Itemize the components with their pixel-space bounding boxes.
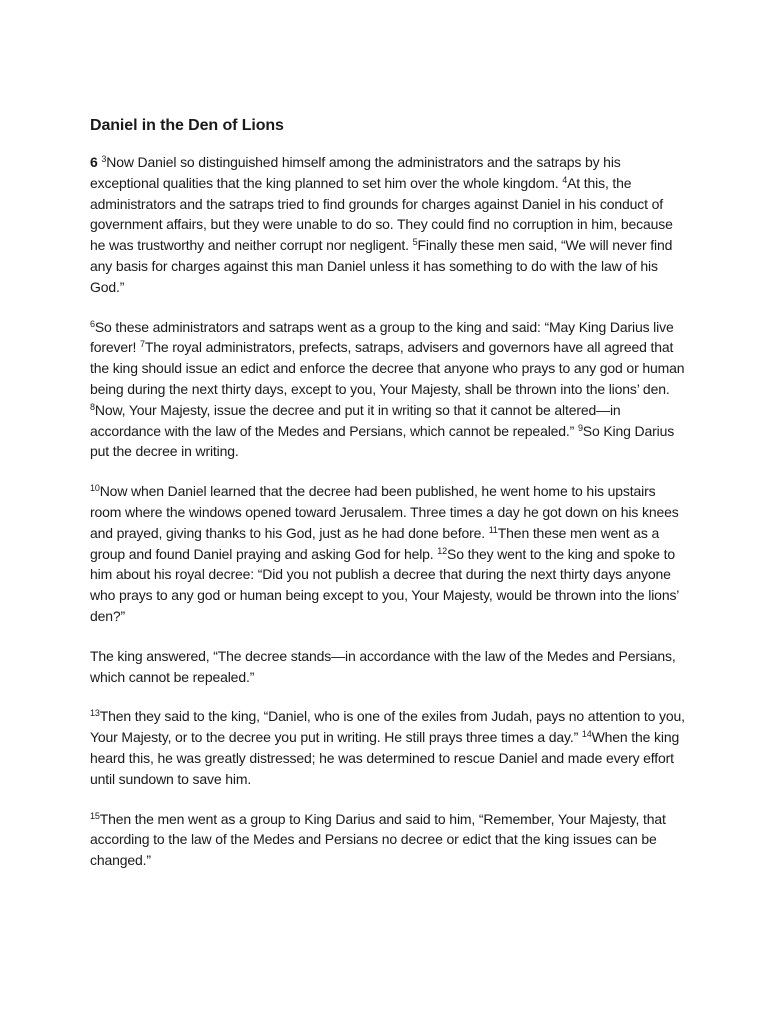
verse-number: 5 [412, 237, 418, 248]
paragraph [90, 706, 690, 789]
verse-text: Now when Daniel learned that the decree had been published, he went home to his upstairs room where the windows opened toward Jerusalem. Three times a day he got down on his knees and prayed, giving thanks to his God, just as he had done before. [90, 483, 679, 541]
verse-number: 6 [90, 318, 95, 329]
verse-text: So these administrators and satraps went as a group to the king and said: “May King Darius live forever! [90, 318, 674, 356]
verse-number: 13 [90, 708, 100, 719]
verse-number: 15 [90, 810, 100, 821]
chapter-number: 6 [90, 154, 98, 170]
verse-text: So King Darius put the decree in writing. [90, 422, 675, 460]
paragraph [90, 317, 690, 463]
verse-number: 7 [140, 339, 145, 350]
verse-text: The royal administrators, prefects, satraps, advisers and governors have all agreed that the king should issue an edict and enforce the decree that anyone who prays to any god or human being during the next thirty days, except to you, Your Majesty, shall be thrown into the lions’ den. [90, 339, 685, 397]
verse-text: At this, the administrators and the satraps tried to find grounds for charges against Daniel in his conduct of government affairs, but they were unable to do so. They could find no corruption in him, because he was trustworthy and neither corrupt nor negligent. [90, 174, 673, 254]
verse-number: 14 [581, 729, 592, 740]
verse-number: 3 [101, 154, 107, 164]
verse-number: 12 [437, 545, 448, 556]
document-page [90, 114, 690, 890]
paragraph [90, 646, 690, 688]
verse-number: 11 [488, 524, 498, 535]
verse-text: Now, Your Majesty, issue the decree and put it in writing so that it cannot be altered—in accordance with the law of the Medes and Persians, which cannot be repealed.” [90, 401, 621, 439]
verse-text: So they went to the king and spoke to him about his royal decree: “Did you not publish a decree that during the next thirty days anyone who prays to any god or human being except to you, Your Majesty, would be thrown into the lions’ den?” [90, 545, 679, 624]
verse-number: 10 [90, 483, 100, 494]
verse-number: 9 [577, 422, 583, 433]
verse-number: 4 [562, 174, 568, 185]
verse-text: Then the men went as a group to King Darius and said to him, “Remember, Your Majesty, that according to the law of the Medes and Persians no decree or edict that the king issues can be changed.” [90, 810, 666, 869]
verse-text: Then they said to the king, “Daniel, who is one of the exiles from Judah, pays no attention to you, Your Majesty, or to the decree you put in writing. He still prays three times a day.” [90, 708, 685, 746]
paragraph [90, 481, 690, 627]
paragraph [90, 152, 690, 298]
verse-number: 8 [90, 401, 95, 412]
paragraph [90, 809, 690, 871]
verse-text: Finally these men said, “We will never find any basis for charges against this man Daniel unless it has something to do with the law of his God.” [90, 237, 673, 295]
verse-text: Then these men went as a group and found Daniel praying and asking God for help. [90, 524, 660, 562]
verse-text: When the king heard this, he was greatly distressed; he was determined to rescue Daniel and made every effort until sundown to save him. [90, 729, 680, 787]
verse-text: The king answered, “The decree stands—in accordance with the law of the Medes and Persians, which cannot be repealed.” [90, 647, 676, 685]
verse-text: Now Daniel so distinguished himself among the administrators and the satraps by his exceptional qualities that the king planned to set him over the whole kingdom. [90, 154, 621, 191]
document-title: Daniel in the Den of Lions [90, 117, 284, 134]
document-body [90, 152, 690, 871]
